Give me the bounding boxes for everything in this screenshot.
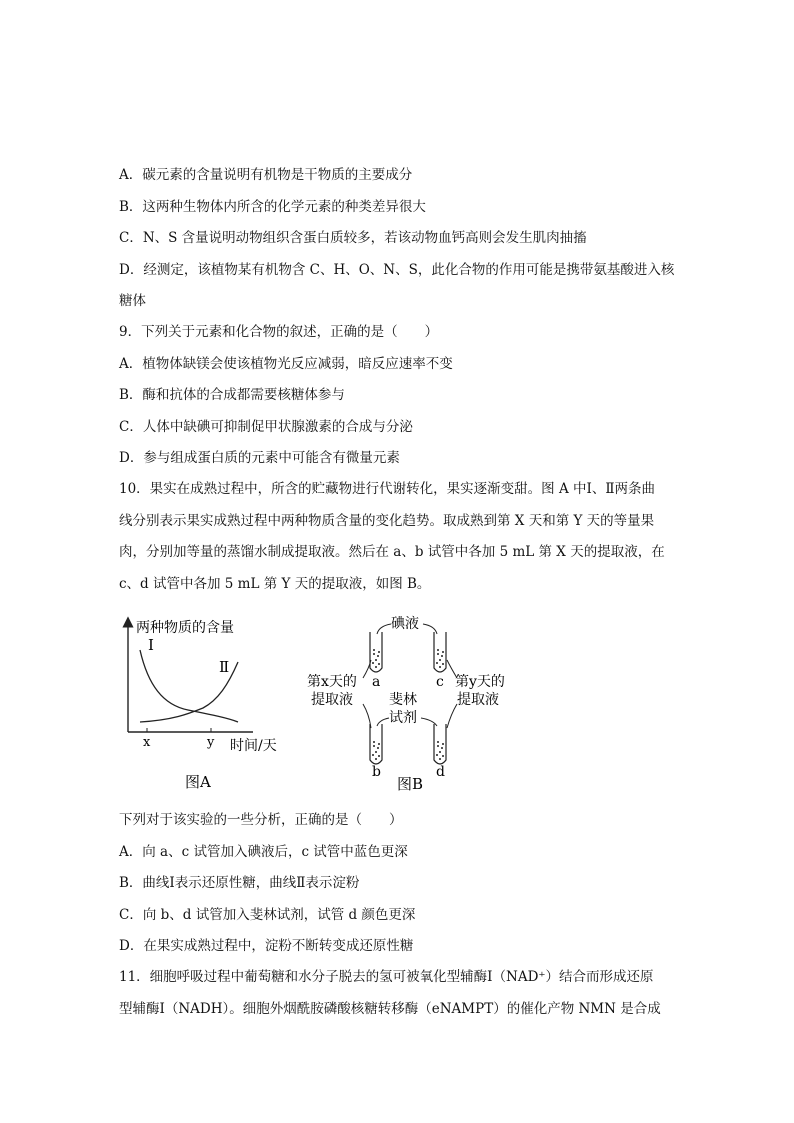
- left-line-up: [363, 660, 371, 678]
- right-extract-label-1: 第y天的: [455, 674, 505, 690]
- tick-x-label: x: [143, 735, 151, 750]
- curve-1-label: Ⅰ: [148, 636, 154, 654]
- q10-option-a: A．向 a、c 试管加入碘液后，c 试管中蓝色更深: [119, 844, 408, 860]
- tube-a-icon: [370, 632, 382, 672]
- q8-option-d-line2: 糖体: [119, 293, 146, 309]
- fehling-line-right: [421, 718, 437, 726]
- q9-option-d: D．参与组成蛋白质的元素中可能含有微量元素: [119, 450, 400, 466]
- q11-stem-line2: 型辅酶Ⅰ（NADH）。细胞外烟酰胺磷酸核糖转移酶（eNAMPT）的催化产物 NMN 是合成: [119, 1001, 661, 1017]
- q8-option-b: B．这两种生物体内所含的化学元素的种类差异很大: [119, 199, 426, 215]
- figure-a-caption: 图A: [185, 773, 211, 791]
- figure-b: [305, 608, 520, 798]
- q10-option-c: C．向 b、d 试管加入斐林试剂，试管 d 颜色更深: [119, 907, 416, 923]
- q9-option-c: C．人体中缺碘可抑制促甲状腺激素的合成与分泌: [119, 419, 413, 435]
- curve-2-label: Ⅱ: [219, 658, 230, 676]
- figure-b-caption: 图B: [397, 775, 424, 793]
- right-line-down: [447, 704, 457, 728]
- fehling-label-2: 试剂: [389, 710, 417, 726]
- tube-c-icon: [434, 632, 446, 672]
- q10-option-d: D．在果实成熟过程中，淀粉不断转变成还原性糖: [119, 938, 414, 954]
- x-axis-label: 时间/天: [230, 738, 277, 754]
- q10-stem-line1: 10．果实在成熟过程中，所含的贮藏物进行代谢转化，果实逐渐变甜。图 A 中Ⅰ、Ⅱ两条曲: [119, 481, 656, 497]
- q8-option-d-line1: D．经测定，该植物某有机物含 C、H、O、N、S，此化合物的作用可能是携带氨基酸进入核: [119, 262, 675, 278]
- q11-stem-line1: 11．细胞呼吸过程中葡萄糖和水分子脱去的氢可被氧化型辅酶Ⅰ（NAD⁺）结合而形成还原: [119, 969, 654, 985]
- tube-a-label: a: [372, 674, 381, 690]
- q10-stem-line4: c、d 试管中各加 5 mL 第 Y 天的提取液，如图 B。: [119, 576, 431, 592]
- iodine-line-right: [423, 624, 437, 634]
- tube-b-label: b: [372, 764, 381, 780]
- q10-question: 下列对于该实验的一些分析，正确的是（ ）: [119, 812, 403, 828]
- iodine-line-left: [377, 624, 391, 634]
- tube-d-label: d: [436, 764, 445, 780]
- fehling-label-1: 斐林: [389, 692, 417, 708]
- q8-option-c: C．N、S 含量说明动物组织含蛋白质较多，若该动物血钙高则会发生肌肉抽搐: [119, 230, 587, 246]
- left-extract-label-2: 提取液: [311, 692, 353, 708]
- tick-y-label: y: [207, 735, 215, 750]
- left-extract-label-1: 第x天的: [307, 674, 357, 690]
- q9-option-a: A．植物体缺镁会使该植物光反应减弱，暗反应速率不变: [119, 356, 453, 372]
- figure-a: [118, 610, 298, 800]
- fehling-line-left: [377, 718, 389, 726]
- iodine-label: 碘液: [391, 616, 419, 632]
- tube-c-label: c: [436, 674, 444, 690]
- q9-stem: 9．下列关于元素和化合物的叙述，正确的是（ ）: [119, 324, 439, 340]
- q10-stem-line3: 肉，分别加等量的蒸馏水制成提取液。然后在 a、b 试管中各加 5 mL 第 X 天的提取液，在: [119, 544, 665, 560]
- tube-b-icon: [370, 724, 382, 764]
- y-axis-label: 两种物质的含量: [136, 620, 234, 636]
- q9-option-b: B．酶和抗体的合成都需要核糖体参与: [119, 387, 345, 403]
- q10-option-b: B．曲线Ⅰ表示还原性糖，曲线Ⅱ表示淀粉: [119, 875, 360, 891]
- q10-stem-line2: 线分别表示果实成熟过程中两种物质含量的变化趋势。取成熟到第 X 天和第 Y 天的等量果: [119, 513, 655, 529]
- q8-option-a: A．碳元素的含量说明有机物是干物质的主要成分: [119, 167, 413, 183]
- tube-d-icon: [434, 724, 446, 764]
- right-line-up: [447, 660, 457, 678]
- right-extract-label-2: 提取液: [457, 692, 499, 708]
